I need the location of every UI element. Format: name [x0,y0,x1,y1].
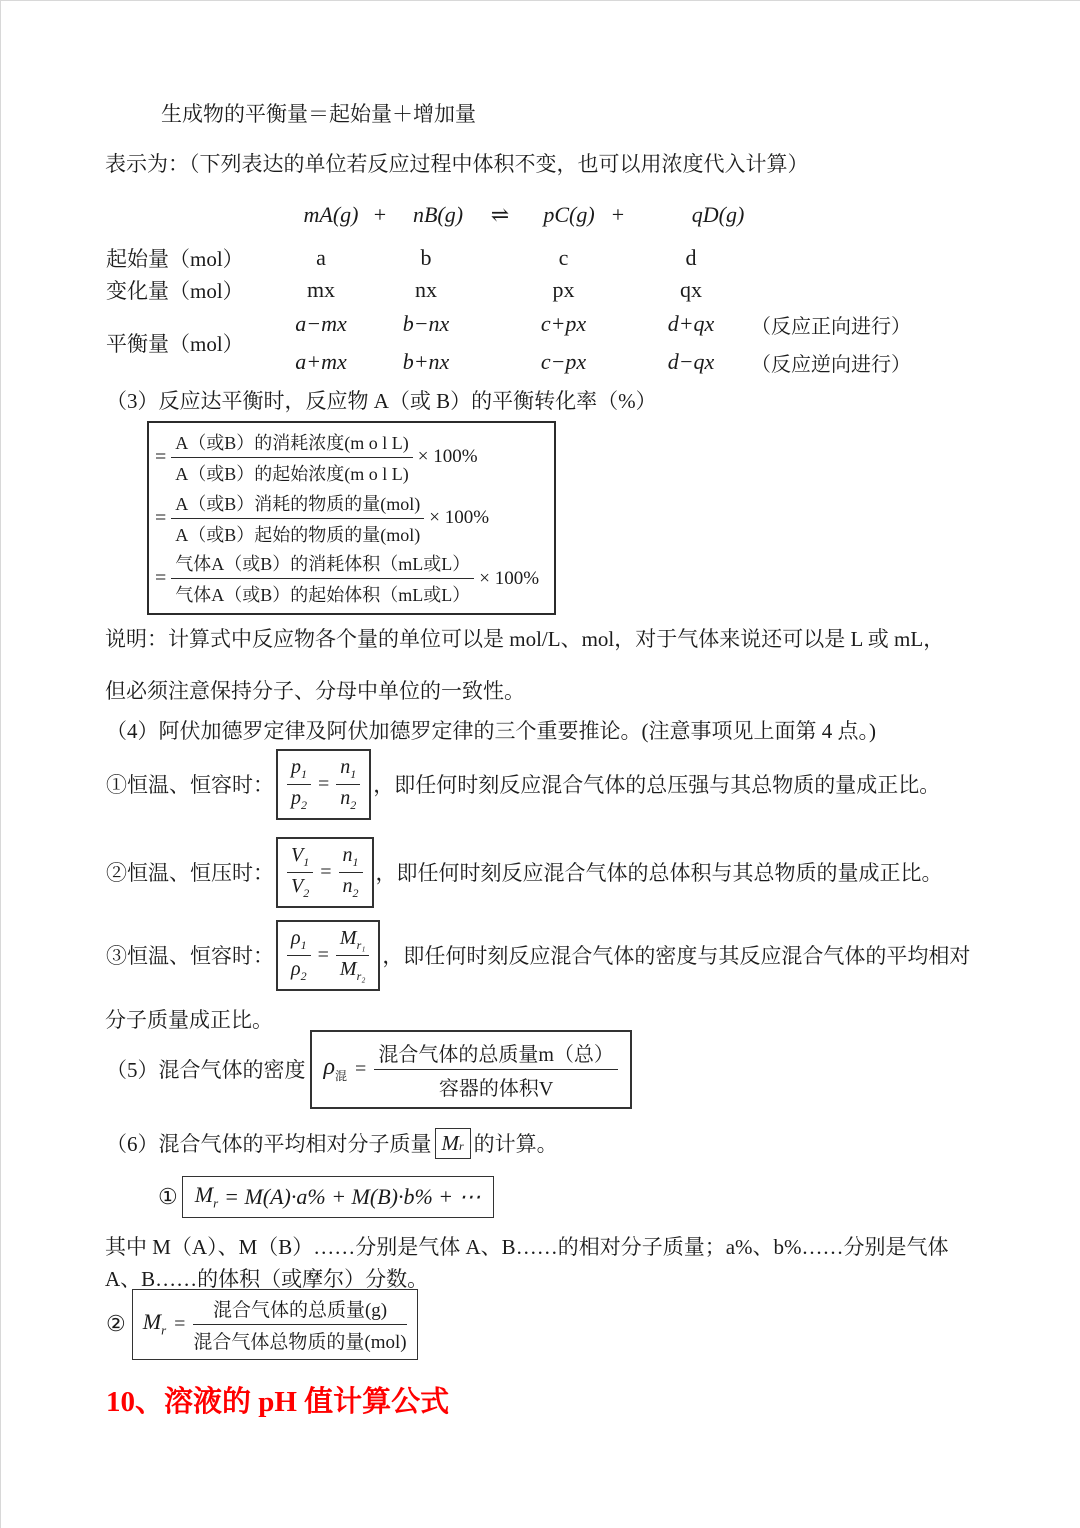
equation-term-a: mA(g) [303,202,359,227]
item-suffix: ，即任何时刻反应混合气体的密度与其反应混合气体的平均相对 [382,944,971,968]
mr-formula-2-row [106,1293,418,1355]
equals-sign: = [155,567,167,590]
rho-symbol: $\rho_混$ [323,1054,348,1083]
fraction [171,490,424,547]
fraction-numerator: 混合气体的总质量m（总） [374,1038,618,1070]
equals-sign: = [320,860,332,883]
section6-note2: A、B……的体积（或摩尔）分数。 [105,1267,429,1291]
cell-a-reverse: a+mx [295,349,347,374]
fraction [193,1295,406,1354]
cell-c-forward: c+px [540,311,587,336]
forward-note: （反应正向进行） [751,315,911,338]
equals-sign: = [355,1057,367,1080]
section4-tail: 分子质量成正比。 [105,1008,273,1032]
table-row-change [106,275,976,305]
mr-formula-2-box [132,1289,418,1360]
cell-b-forward: b−nx [402,311,450,336]
formula-concentration [155,429,550,486]
times-100-percent: × 100% [417,446,478,468]
cell-c: c [558,245,569,270]
intro-line-representation: 表示为：（下列表达的单位若反应过程中体积不变，也可以用浓度代入计算） [105,152,809,176]
equals-sign: = [317,943,329,966]
cell-d-forward: d+qx [667,311,715,336]
section6-note1: 其中 M（A）、M（B）……分别是气体 A、B……的相对分子质量；a%、b%……分别是气体 [105,1235,949,1259]
left-fraction: $\frac{p_1}{p_2}$ [287,756,311,813]
formula-expression: = M(A)·a% + M(B)·b% + ⋯ [224,1183,481,1209]
row-label: 变化量（mol） [106,279,244,303]
section3-heading: （3）反应达平衡时，反应物 A（或 B）的平衡转化率（%） [106,389,657,413]
left-fraction: $\frac{V_1}{V_2}$ [287,844,313,901]
equation-term-b: nB(g) [412,202,464,227]
intro-line-equilibrium: 生成物的平衡量＝起始量＋增加量 [161,102,476,126]
right-fraction: $\frac{n_1}{n_2}$ [339,844,363,901]
equals-sign: = [155,506,167,529]
table-row-initial [106,243,976,273]
avogadro-corollary-3 [106,917,970,993]
equation-term-c: pC(g) [543,202,595,227]
equals-sign: = [318,772,330,795]
item-prefix: ③恒温、恒容时： [106,944,274,968]
cell-b-reverse: b+nx [402,349,450,374]
equilibrium-harpoon-icon: ⇌ [490,202,510,227]
fraction-denominator: 容器的体积V [438,1077,554,1100]
left-fraction: $\frac{\rho_1}{\rho_2}$ [287,927,311,984]
item-suffix: ，即任何时刻反应混合气体的总压强与其总物质的量成正比。 [373,773,941,797]
avogadro-corollary-1 [106,753,940,815]
ratio-formula-box [276,749,371,820]
fraction-denominator: A（或B）起始的物质的量(mol) [175,524,421,545]
section5-density [106,1035,632,1103]
mr-formula-1-row [106,1175,494,1219]
equation-term-d: qD(g) [691,202,745,227]
item-prefix: ②恒温、恒压时： [106,861,274,885]
right-fraction: $\frac{n_1}{n_2}$ [336,756,360,813]
right-fraction: $\frac{M_{r_1}}{M_{r_2}}$ [336,927,370,984]
fraction-denominator: 气体A（或B）的起始体积（mL或L） [175,585,471,606]
ratio-formula-box [276,837,374,908]
cell-b: b [420,245,432,270]
cell-d: d [685,245,697,270]
section10-heading: 10、溶液的 pH 值计算公式 [106,1386,450,1418]
table-row-equilibrium [106,305,976,381]
section6-prefix: （6）混合气体的平均相对分子质量 [106,1132,432,1156]
fraction-numerator: 气体A（或B）的消耗体积（mL或L） [171,550,474,579]
density-formula-box [310,1030,632,1109]
fraction [374,1038,618,1101]
reverse-note: （反应逆向进行） [751,353,911,376]
circled-one: ① [158,1184,178,1209]
section3-note2: 但必须注意保持分子、分母中单位的一致性。 [105,679,525,703]
fraction-numerator: 混合气体的总质量(g) [193,1295,406,1325]
times-100-percent: × 100% [429,507,490,528]
cell-a-forward: a−mx [295,311,347,336]
section6-heading-row [106,1125,558,1161]
equals-sign: = [174,1312,186,1335]
cell-b: nx [415,277,437,302]
fraction-numerator: A（或B）的消耗浓度(m o l L) [171,429,413,458]
formula-volume [155,550,550,607]
section5-prefix: （5）混合气体的密度 [106,1058,306,1082]
circled-two: ② [106,1311,126,1336]
mr-symbol: $M_r$ [194,1182,219,1211]
equals-sign: = [155,445,167,468]
row-label: 起始量（mol） [106,247,244,271]
section6-suffix: 的计算。 [473,1132,558,1156]
ratio-formula-box [276,920,380,991]
conversion-rate-formula-box [147,421,556,615]
cell-c-reverse: c−px [540,349,587,374]
fraction-numerator: A（或B）消耗的物质的量(mol) [171,490,424,519]
fraction-denominator: A（或B）的起始浓度(m o l L) [175,463,409,484]
times-100-percent: × 100% [479,567,540,589]
cell-d-reverse: d−qx [667,349,715,374]
cell-d: qx [680,277,702,302]
fraction-denominator: 混合气体总物质的量(mol) [193,1331,407,1353]
reaction-equation [106,202,976,234]
section4-heading: （4）阿伏加德罗定律及阿伏加德罗定律的三个重要推论。(注意事项见上面第 4 点。) [106,719,876,743]
mr-symbol-box: M r [435,1128,471,1159]
fraction [171,429,413,486]
fraction [171,550,474,607]
mr-symbol: $M_r$ [142,1309,167,1338]
item-suffix: ，即任何时刻反应混合气体的总体积与其总物质的量成正比。 [375,861,943,885]
plus-sign: + [611,202,625,227]
mr-formula-1-box [182,1176,494,1217]
cell-a: mx [306,277,336,302]
plus-sign: + [373,202,387,227]
section3-note1: 说明：计算式中反应物各个量的单位可以是 mol/L、mol，对于气体来说还可以是 L 或 mL， [105,627,945,651]
item-prefix: ①恒温、恒容时： [106,773,274,797]
avogadro-corollary-2 [106,839,943,905]
formula-moles [155,490,550,547]
cell-a: a [316,245,326,270]
cell-c: px [552,277,575,302]
row-label: 平衡量（mol） [106,332,244,356]
